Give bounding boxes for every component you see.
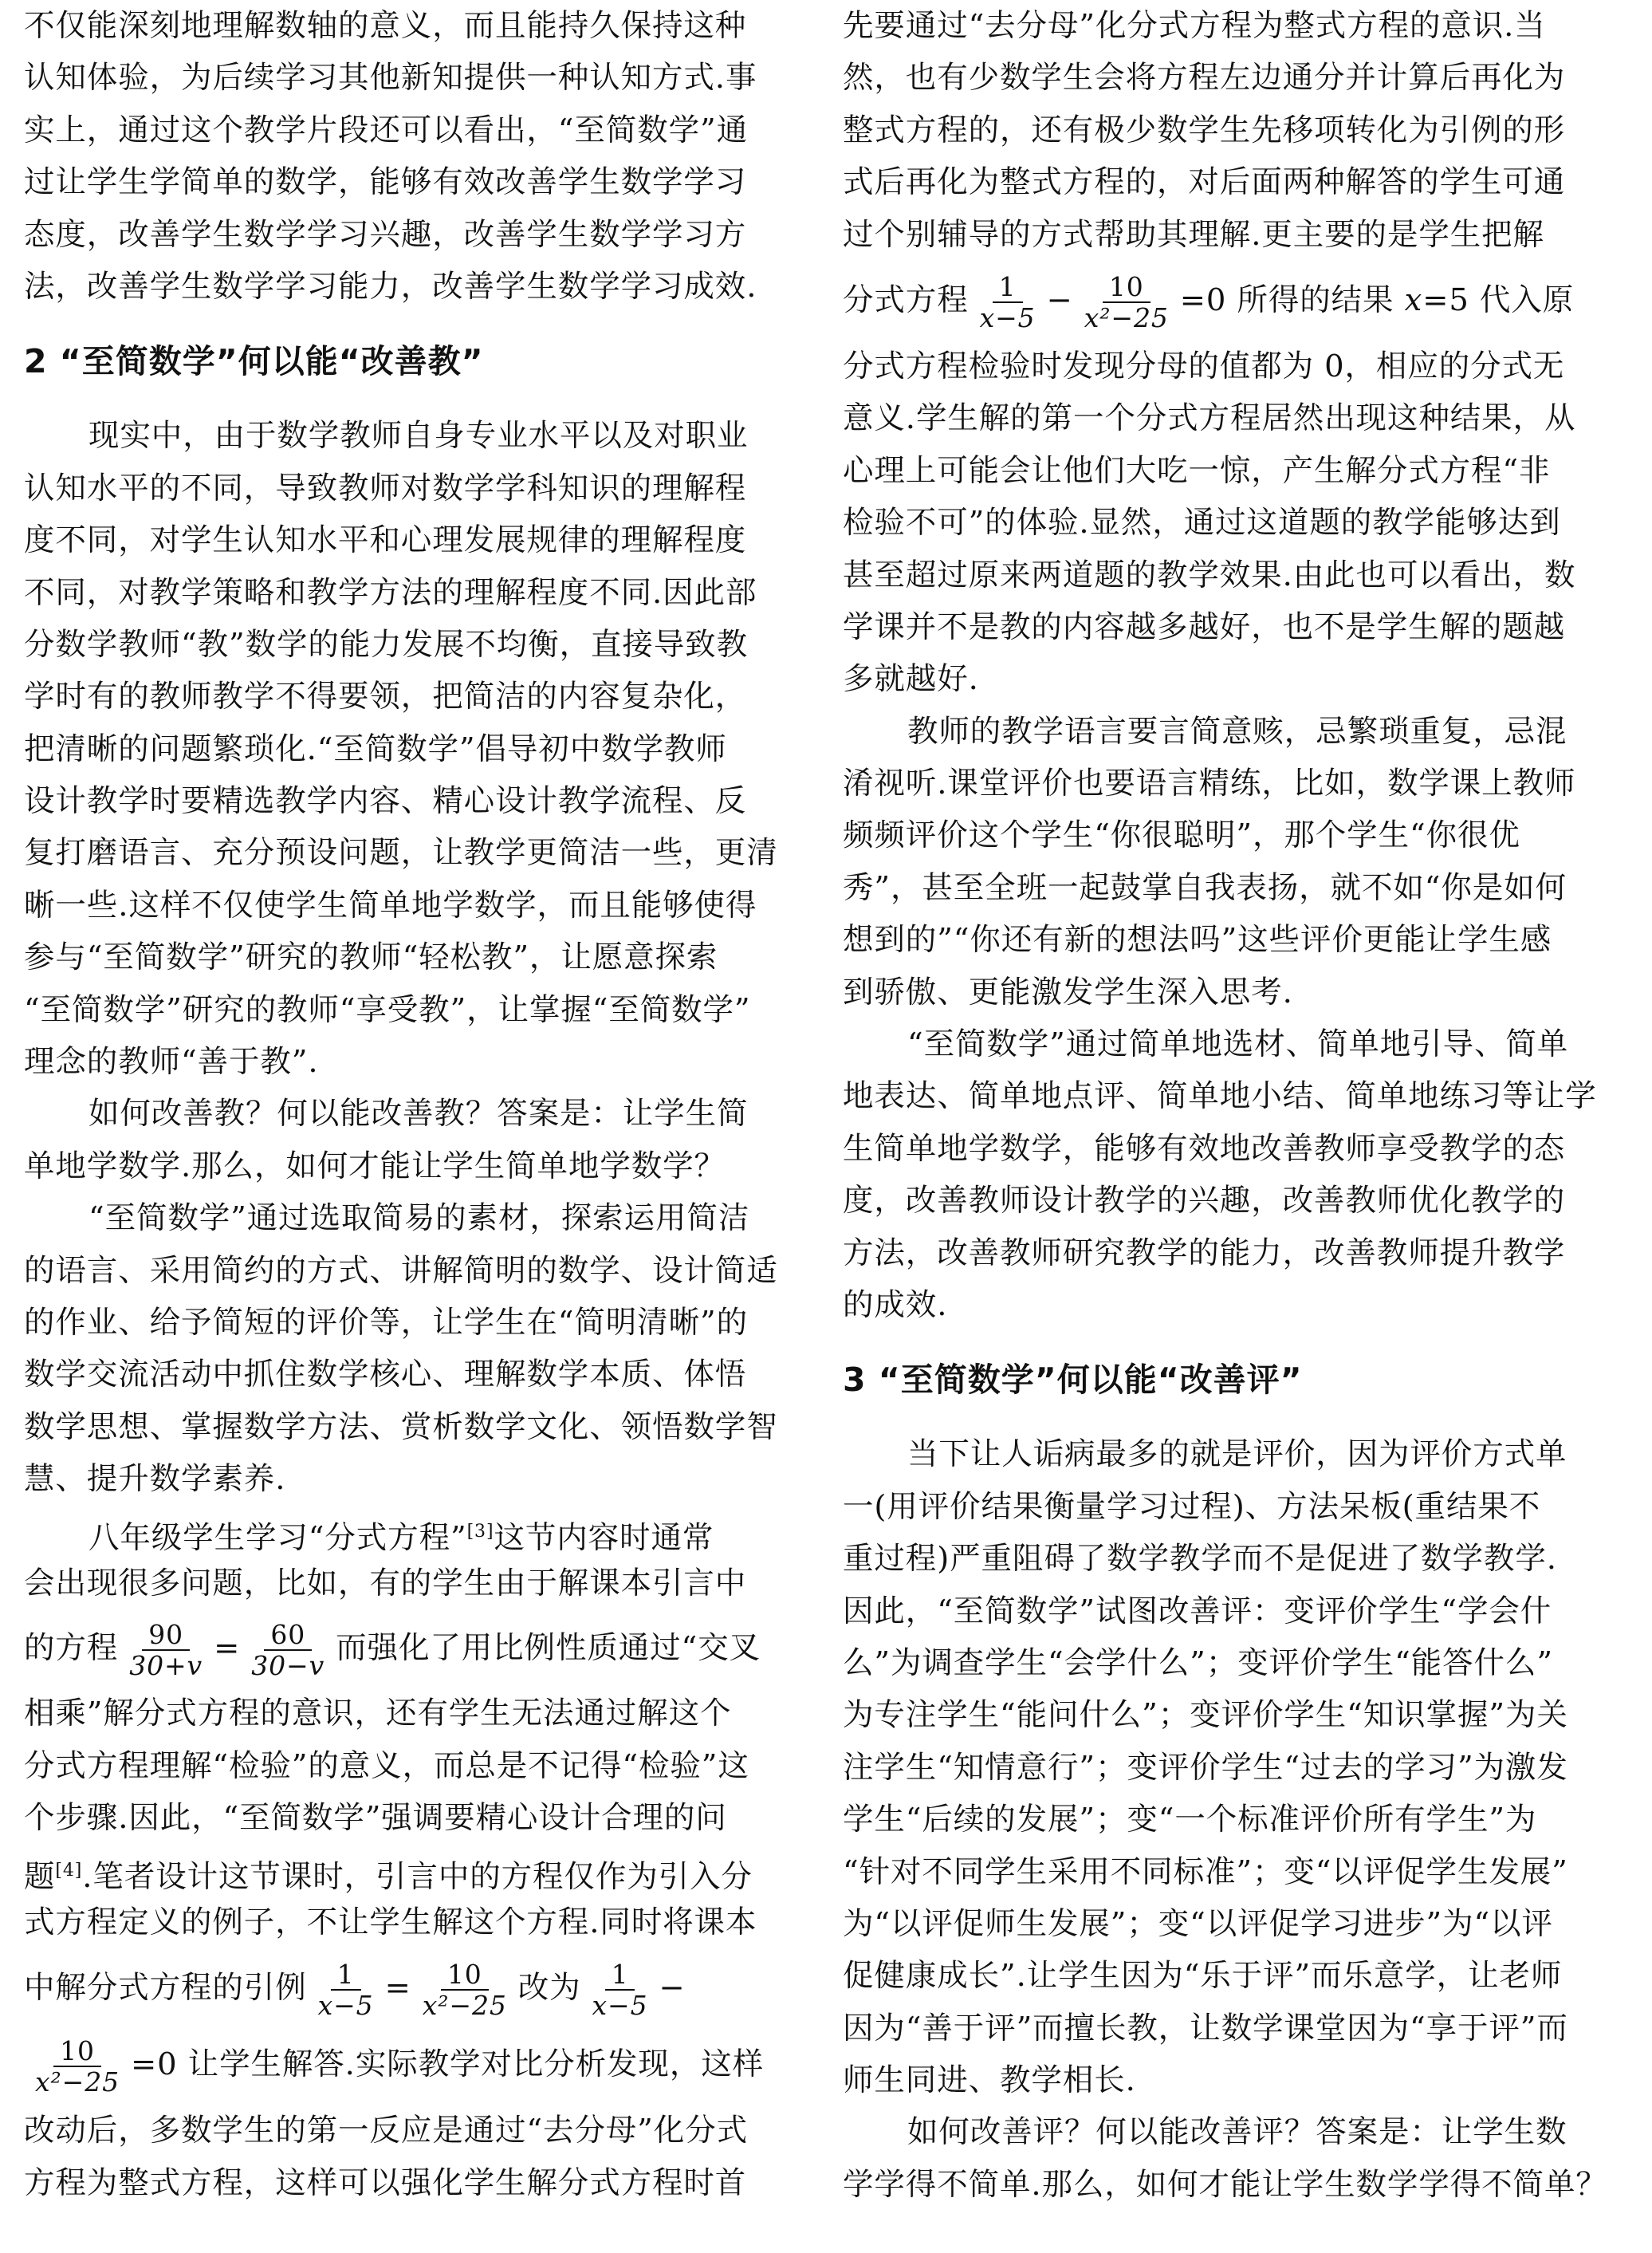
text-line: 改动后，多数学生的第一反应是通过“去分母”化分式 [24,2113,748,2149]
left-column [24,0,785,2209]
text-line: 学学得不简单.那么，如何才能让学生数学学得不简单？ [843,2166,1607,2203]
text-line: 到骄傲、更能激发学生深入思考. [843,974,1293,1010]
text-line: 不仅能深刻地理解数轴的意义，而且能持久保持这种 [24,8,747,44]
text-line: 度，改善教师设计教学的兴趣，改善教师优化教学的 [843,1183,1566,1219]
fraction-denominator: x²−25 [1084,301,1169,333]
text-line: 师生同进、教学相长. [843,2062,1136,2099]
fraction-numerator: 60 [264,1620,312,1651]
text-line [24,1506,785,1558]
text-line: 的成效. [843,1286,948,1323]
text-line: 度不同，对学生认知水平和心理发展规律的理解程度 [24,522,747,559]
fraction [312,1960,380,2020]
variable: x [1404,282,1423,318]
text-line: 分式方程理解“检验”的意义，而总是不记得“检验”这 [24,1747,749,1784]
text-line: 慧、提升数学素养. [24,1461,286,1498]
fraction-numerator: 1 [331,1960,361,1991]
equation-line [843,264,1604,337]
text-line: 分数学教师“教”数学的能力发展不均衡，直接导致教 [24,626,748,663]
text-line: 先要通过“去分母”化分式方程为整式方程的意识.当 [843,8,1546,44]
text-line: 单地学数学.那么，如何才能让学生简单地学数学？ [24,1148,726,1184]
fraction [1078,272,1175,333]
text-line: 频频评价这个学生“你很聪明”，那个学生“你很优 [843,817,1520,854]
text-line: 整式方程的，还有极少数学生先移项转化为引例的形 [843,112,1566,148]
text-line: “至简数学”研究的教师“享受教”，让掌握“至简数学” [24,991,751,1028]
text-line: 方法，改善教师研究教学的能力，改善教师提升教学 [843,1235,1566,1271]
fraction-denominator: 30−v [251,1650,325,1682]
fraction-numerator: 1 [993,272,1023,303]
fraction-numerator: 10 [53,2036,101,2067]
text-line: 认知体验，为后续学习其他新知提供一种认知方式.事 [24,60,757,97]
text-run: =5 代入原 [1422,282,1575,318]
text-line: 多就越好. [843,661,979,698]
text-line: 学课并不是教的内容越多越好，也不是学生解的题越 [843,609,1566,645]
text-line: 当下让人诟病最多的就是评价，因为评价方式单 [907,1436,1567,1473]
fraction-denominator: 30+v [129,1650,203,1682]
fraction-denominator: x−5 [592,1990,648,2022]
text-line: 么”为调查学生“会学什么”；变评价学生“能答什么” [843,1644,1553,1681]
fraction-denominator: x²−25 [422,1990,507,2022]
text-run: 八年级学生学习“分式方程” [88,1519,467,1556]
fraction-denominator: x−5 [979,301,1036,333]
section-heading-2: 2 “至简数学”何以能“改善教” [24,342,484,381]
text-run: 题 [24,1858,56,1895]
text-line: 把清晰的问题繁琐化.“至简数学”倡导初中数学教师 [24,731,727,767]
equation-line [24,1614,785,1683]
right-column [843,0,1607,2211]
text-run: 改为 [517,1970,581,2007]
text-line: 方程为整式方程，这样可以强化学生解分式方程时首 [24,2164,747,2201]
citation-ref: [4] [55,1860,83,1881]
text-line [24,1845,785,1897]
fraction [123,1620,209,1680]
text-line: “至简数学”通过选取简易的素材，探索运用简洁 [88,1200,750,1237]
text-line: 促健康成长”.让学生因为“乐于评”而乐意学，让老师 [843,1958,1563,1995]
text-line: 设计教学时要精选教学内容、精心设计教学流程、反 [24,783,747,820]
text-run: 而强化了用比例性质通过“交叉 [336,1630,761,1667]
text-run: .笔者设计这节课时，引言中的方程仅作为引入分 [82,1858,753,1895]
fraction [586,1960,655,2020]
text-run: 中解分式方程的引例 [24,1970,307,2007]
text-line: 为专注学生“能问什么”；变评价学生“知识掌握”为关 [843,1697,1568,1734]
text-line: 为“以评促师生发展”；变“以评促学习进步”为“以评 [843,1905,1553,1942]
minus-sign: − [1046,282,1073,318]
text-line: 分式方程检验时发现分母的值都为 0，相应的分式无 [843,348,1565,384]
fraction-numerator: 1 [605,1960,635,1991]
text-line: 实上，通过这个教学片段还可以看出，“至简数学”通 [24,112,748,148]
text-line: 淆视听.课堂评价也要语言精练，比如，数学课上教师 [843,766,1576,802]
text-line: 数学交流活动中抓住数学核心、理解数学本质、体悟 [24,1357,747,1393]
equation-line [24,1952,785,2025]
text-line: 如何改善评？何以能改善评？答案是：让学生数 [907,2114,1567,2151]
text-line: 如何改善教？何以能改善教？答案是：让学生简 [88,1096,749,1132]
text-run: =0 所得的结果 [1179,282,1394,318]
text-line: “针对不同学生采用不同标准”；变“以评促学生发展” [843,1853,1568,1890]
equals-sign: = [384,1970,411,2007]
minus-sign: − [659,1970,686,2007]
text-line: 注学生“知情意行”；变评价学生“过去的学习”为激发 [843,1749,1568,1786]
text-run: 的方程 [24,1630,119,1667]
text-line: 心理上可能会让他们大吃一惊，产生解分式方程“非 [843,452,1551,489]
fraction-denominator: x²−25 [35,2066,120,2098]
fraction-numerator: 10 [441,1960,489,1991]
text-line: 的作业、给予简短的评价等，让学生在“简明清晰”的 [24,1304,748,1341]
fraction [416,1960,513,2020]
text-line: 会出现很多问题，比如，有的学生由于解课本引言中 [24,1565,747,1601]
text-line: “至简数学”通过简单地选材、简单地引导、简单 [907,1026,1569,1063]
fraction-numerator: 10 [1103,272,1150,303]
fraction [245,1620,331,1680]
fraction [29,2036,126,2097]
text-line: 学生“后续的发展”；变“一个标准评价所有学生”为 [843,1802,1537,1838]
citation-ref: [3] [466,1521,494,1542]
text-line: 重过程)严重阻碍了数学教学而不是促进了数学教学. [843,1541,1557,1577]
text-line: 意义.学生解的第一个分式方程居然出现这种结果，从 [843,400,1576,437]
text-line: 式后再化为整式方程的，对后面两种解答的学生可通 [843,164,1566,201]
text-line: 参与“至简数学”研究的教师“轻松教”，让愿意探索 [24,939,718,976]
text-line: 检验不可”的体验.显然，通过这道题的教学能够达到 [843,505,1561,542]
text-run: 分式方程 [843,282,969,318]
text-line: 甚至超过原来两道题的教学效果.由此也可以看出，数 [843,557,1576,593]
section-heading-3: 3 “至简数学”何以能“改善评” [843,1361,1303,1400]
text-line: 数学思想、掌握数学方法、赏析数学文化、领悟数学智 [24,1408,778,1445]
text-line: 相乘”解分式方程的意识，还有学生无法通过解这个 [24,1696,732,1732]
text-run: 这节内容时通常 [494,1519,714,1556]
text-run: =0 让学生解答.实际教学对比分析发现，这样 [130,2046,765,2083]
text-line: 态度，改善学生数学学习兴趣，改善学生数学学习方 [24,216,747,253]
text-line: 学时有的教师教学不得要领，把简洁的内容复杂化， [24,679,747,715]
text-line: 地表达、简单地点评、简单地小结、简单地练习等让学 [843,1078,1597,1115]
text-line: 过让学生学简单的数学，能够有效改善学生数学学习 [24,164,747,201]
text-line: 个步骤.因此，“至简数学”强调要精心设计合理的问 [24,1800,727,1837]
equation-line [24,2028,785,2101]
text-line: 复打磨语言、充分预设问题，让教学更简洁一些，更清 [24,835,778,872]
text-line: 教师的教学语言要言简意赅，忌繁琐重复，忌混 [907,713,1567,750]
fraction-numerator: 90 [142,1620,190,1651]
text-line: 晰一些.这样不仅使学生简单地学数学，而且能够使得 [24,887,757,924]
text-line: 法，改善学生数学学习能力，改善学生数学学习成效. [24,268,757,305]
text-line: 因此，“至简数学”试图改善评：变评价学生“学会什 [843,1593,1552,1629]
text-line: 想到的”“你还有新的想法吗”这些评价更能让学生感 [843,922,1552,959]
text-line: 的语言、采用简约的方式、讲解简明的数学、设计简适 [24,1252,778,1289]
text-line: 不同，对教学策略和教学方法的理解程度不同.因此部 [24,574,757,611]
text-line: 一(用评价结果衡量学习过程)、方法呆板(重结果不 [843,1488,1541,1525]
text-line: 现实中，由于数学教师自身专业水平以及对职业 [88,418,749,455]
equals-sign: = [214,1630,241,1667]
text-line: 过个别辅导的方式帮助其理解.更主要的是学生把解 [843,216,1544,253]
text-line: 生简单地学数学，能够有效地改善教师享受教学的态 [843,1130,1566,1167]
fraction [974,272,1042,333]
text-line: 因为“善于评”而擅长教，让数学课堂因为“享于评”而 [843,2010,1568,2046]
text-line: 式方程定义的例子，不让学生解这个方程.同时将课本 [24,1904,757,1940]
text-line: 理念的教师“善于教”. [24,1044,319,1081]
fraction-denominator: x−5 [317,1990,374,2022]
text-line: 然，也有少数学生会将方程左边通分并计算后再化为 [843,60,1566,97]
text-line: 秀”，甚至全班一起鼓掌自我表扬，就不如“你是如何 [843,869,1567,906]
text-line: 认知水平的不同，导致教师对数学学科知识的理解程 [24,470,747,506]
